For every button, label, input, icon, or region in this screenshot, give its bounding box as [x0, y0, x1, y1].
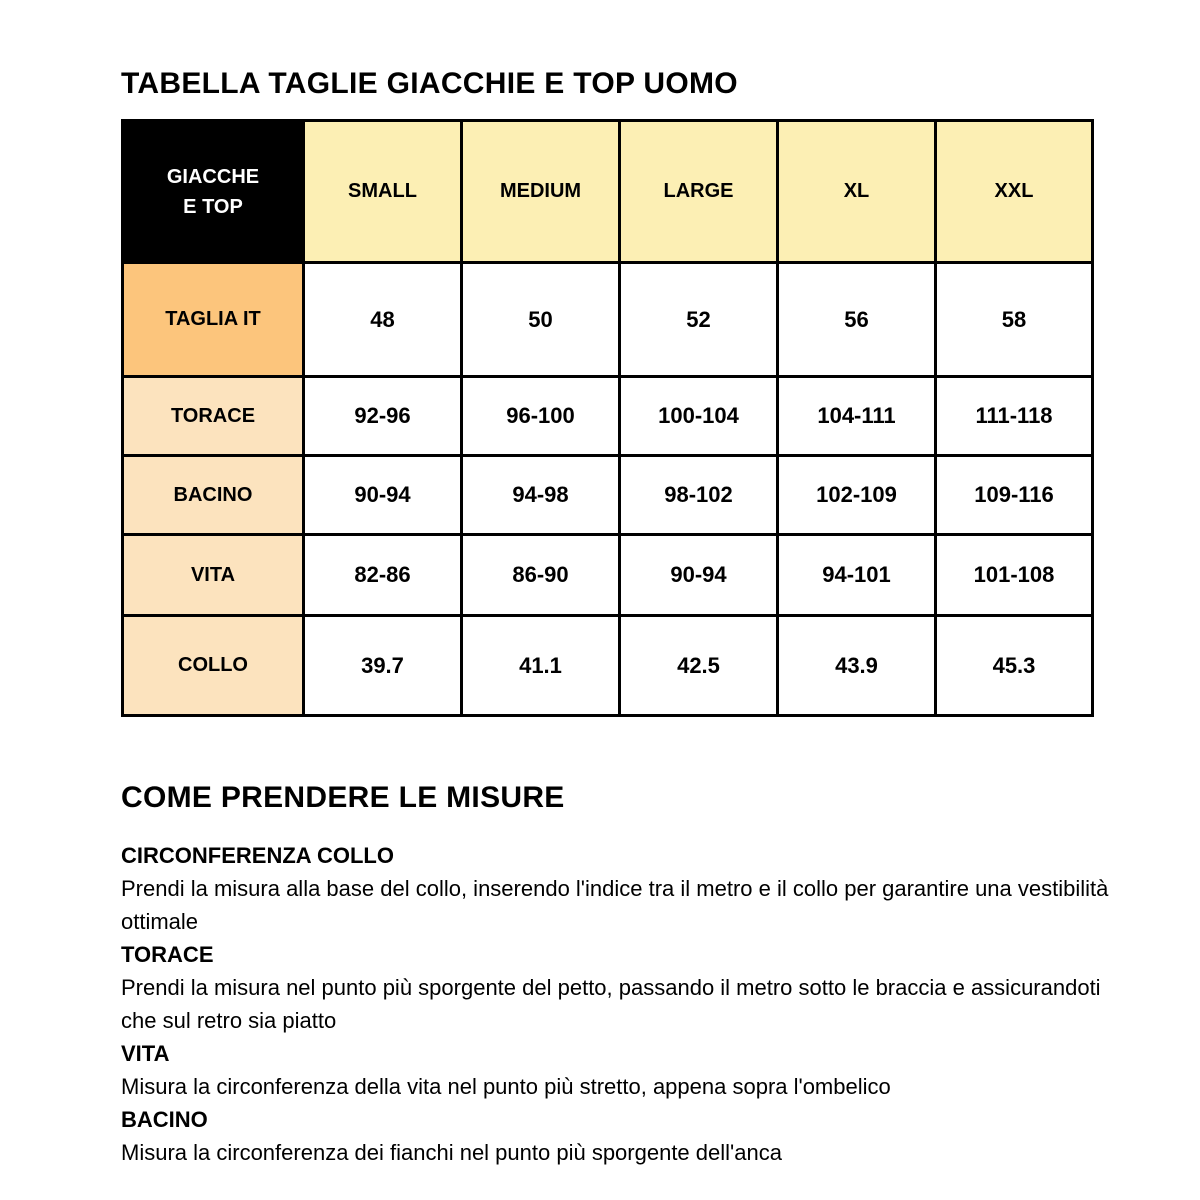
value-cell: 41.1: [462, 616, 620, 716]
value-cell: 42.5: [620, 616, 778, 716]
value-cell: 94-98: [462, 456, 620, 535]
table-title: TABELLA TAGLIE GIACCHIE E TOP UOMO: [121, 67, 738, 100]
table-row-collo: [123, 616, 1093, 716]
value-cell: 45.3: [936, 616, 1093, 716]
value-cell: 96-100: [462, 377, 620, 456]
value-cell: 43.9: [778, 616, 936, 716]
column-header-large: LARGE: [620, 121, 778, 263]
value-cell: 109-116: [936, 456, 1093, 535]
measure-text: Prendi la misura nel punto più sporgente del petto, passando il metro sotto le braccia e assicurandoti che sul retro sia piatto: [121, 975, 1101, 1033]
table-row-vita: [123, 535, 1093, 616]
measure-heading-bacino: BACINO: [121, 1107, 208, 1132]
value-cell: 98-102: [620, 456, 778, 535]
row-label-collo: COLLO: [123, 616, 304, 716]
value-cell: 102-109: [778, 456, 936, 535]
corner-cell: [123, 121, 304, 263]
value-cell: 92-96: [304, 377, 462, 456]
column-header-small: SMALL: [304, 121, 462, 263]
row-label-taglia-it: TAGLIA IT: [123, 263, 304, 377]
value-cell: 94-101: [778, 535, 936, 616]
column-header-xxl: XXL: [936, 121, 1093, 263]
value-cell: 52: [620, 263, 778, 377]
row-label-vita: VITA: [123, 535, 304, 616]
size-table-body: [123, 263, 1093, 716]
row-label-torace: TORACE: [123, 377, 304, 456]
value-cell: 90-94: [620, 535, 778, 616]
size-table-header-row: [123, 121, 1093, 263]
value-cell: 39.7: [304, 616, 462, 716]
value-cell: 82-86: [304, 535, 462, 616]
section-title: COME PRENDERE LE MISURE: [121, 781, 565, 814]
measure-text: Prendi la misura alla base del collo, inserendo l'indice tra il metro e il collo per garantire una vestibilità ottimale: [121, 876, 1109, 934]
corner-label-line2: E TOP: [183, 195, 243, 218]
value-cell: 101-108: [936, 535, 1093, 616]
value-cell: 50: [462, 263, 620, 377]
measure-heading-circonferenza-collo: CIRCONFERENZA COLLO: [121, 843, 394, 868]
measure-text: Misura la circonferenza della vita nel punto più stretto, appena sopra l'ombelico: [121, 1074, 891, 1099]
measure-heading-torace: TORACE: [121, 942, 214, 967]
value-cell: 111-118: [936, 377, 1093, 456]
value-cell: 58: [936, 263, 1093, 377]
column-header-medium: MEDIUM: [462, 121, 620, 263]
measure-heading-vita: VITA: [121, 1041, 170, 1066]
value-cell: 104-111: [778, 377, 936, 456]
table-row-bacino: [123, 456, 1093, 535]
value-cell: 86-90: [462, 535, 620, 616]
column-header-xl: XL: [778, 121, 936, 263]
corner-label-line1: GIACCHE: [166, 165, 260, 188]
size-table: [121, 119, 1094, 717]
value-cell: 48: [304, 263, 462, 377]
measure-text: Misura la circonferenza dei fianchi nel punto più sporgente dell'anca: [121, 1140, 782, 1165]
measures-list: [121, 839, 1111, 1169]
row-label-bacino: BACINO: [123, 456, 304, 535]
value-cell: 100-104: [620, 377, 778, 456]
table-row-torace: [123, 377, 1093, 456]
value-cell: 56: [778, 263, 936, 377]
value-cell: 90-94: [304, 456, 462, 535]
table-row-taglia-it: [123, 263, 1093, 377]
